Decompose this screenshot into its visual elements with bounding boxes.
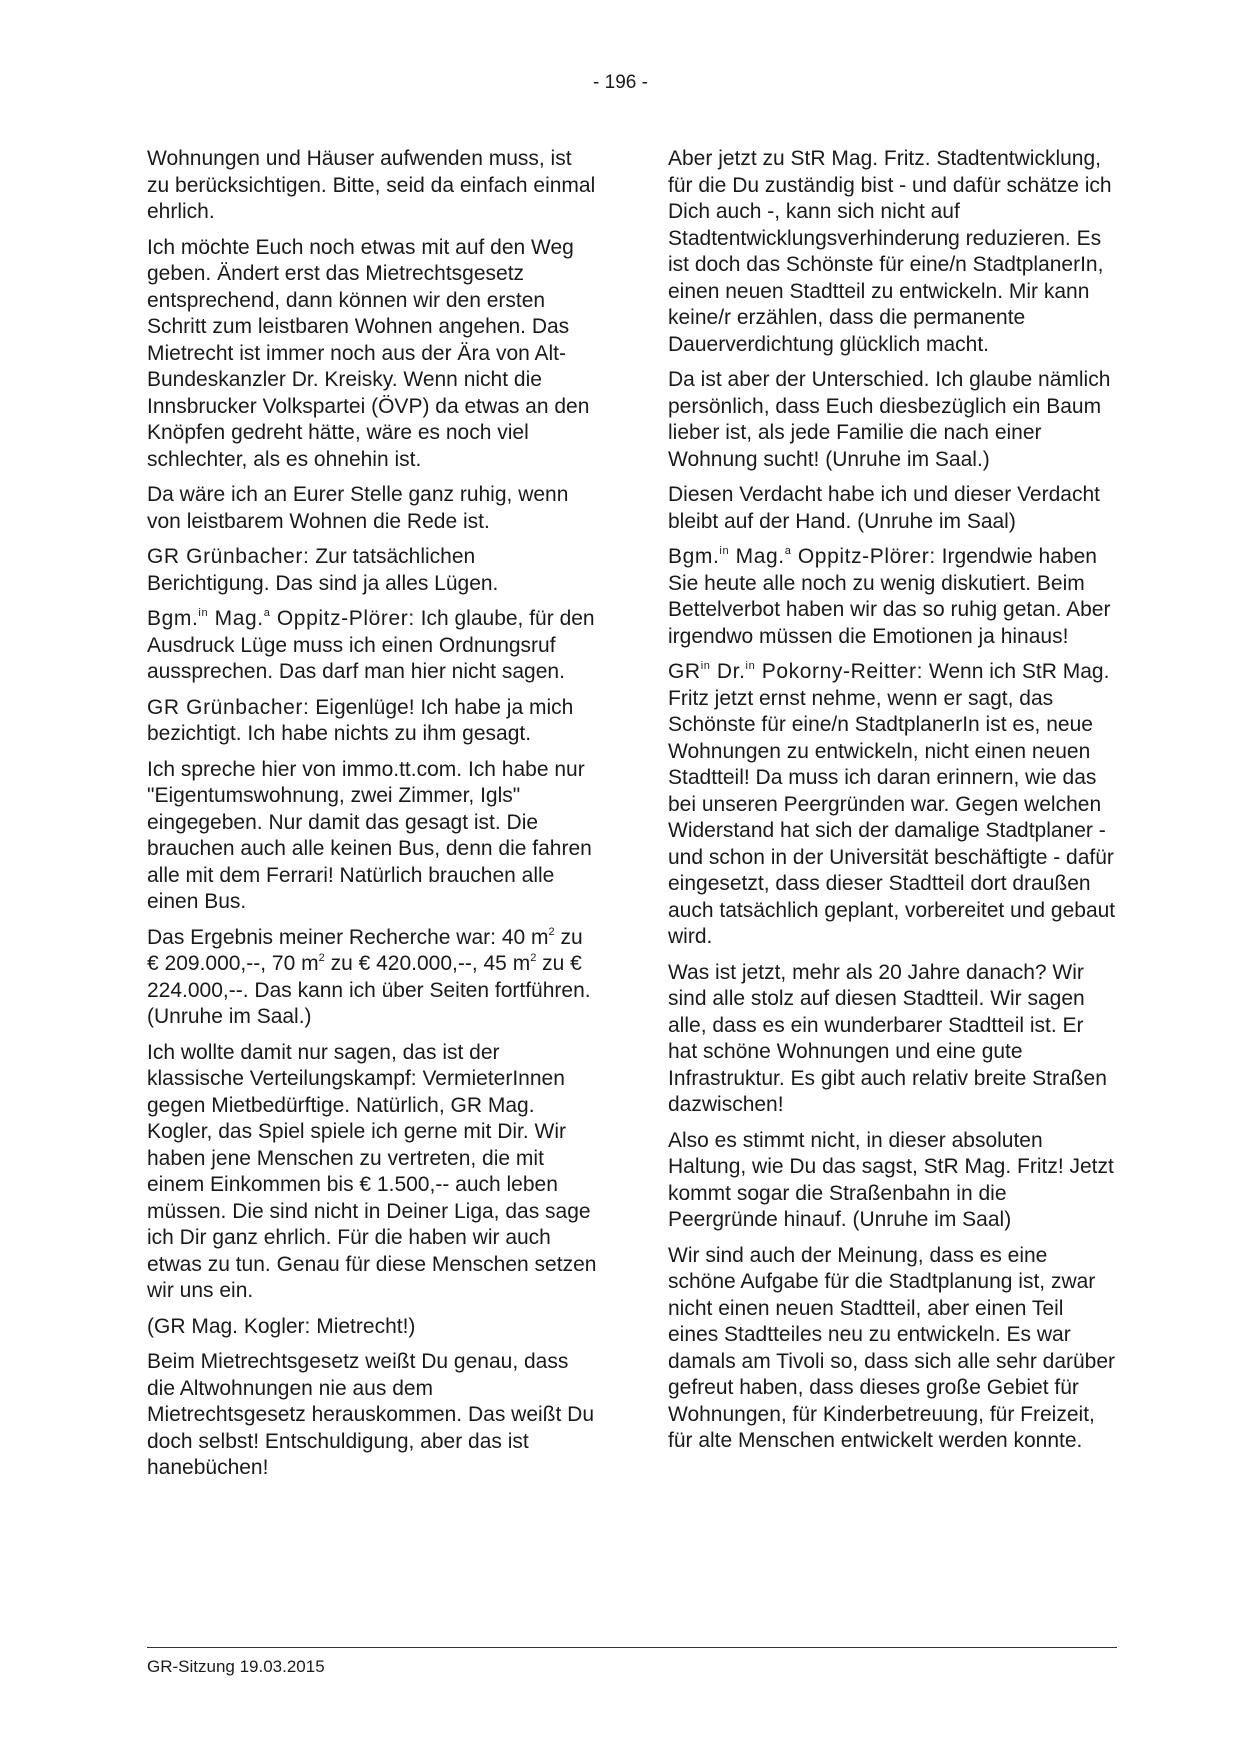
speech-text: Irgendwie haben Sie heute alle noch zu wenig diskutiert. Beim Bettelverbot haben wir das so ruhig getan. Aber irgendwo müssen die Emotionen ja hinaus! [668, 545, 1111, 648]
paragraph: Diesen Verdacht habe ich und dieser Verdacht bleibt auf der Hand. (Unruhe im Saal) [668, 483, 1100, 533]
speech-text: Eigenlüge! Ich habe ja mich bezichtigt. Ich habe nichts zu ihm gesagt. [147, 695, 574, 745]
paragraph: Wohnungen und Häuser aufwenden muss, ist zu berücksichtigen. Bitte, seid da einfach einmal ehrlich. [147, 147, 596, 223]
paragraph: Da wäre ich an Eurer Stelle ganz ruhig, wenn von leistbarem Wohnen die Rede ist. [147, 483, 569, 533]
paragraph: (GR Mag. Kogler: Mietrecht!) [147, 1314, 416, 1338]
speech-text: Ich glaube, für den Ausdruck Lüge muss ich einen Ordnungsruf aussprechen. Das darf man hier nicht sagen. [147, 607, 595, 683]
speech-paragraph [668, 659, 1118, 951]
footer-divider [147, 1647, 1117, 1648]
speech-paragraph [147, 695, 597, 748]
paragraph: Ich wollte damit nur sagen, das ist der klassische Verteilungskampf: VermieterInnen gegen Mietbedürftige. Natürlich, GR Mag. Kogler, das Spiel spiele ich gerne mit Dir. Wir haben jene Menschen zu vertreten, die mit einem Einkommen bis € 1.500,-- auch leben müssen. Die sind nicht in Deiner Liga, das sage ich Dir ganz ehrlich. Für die haben wir auch etwas zu tun. Genau für diese Menschen setzen wir uns ein. [147, 1040, 597, 1302]
speech-text: Wenn ich StR Mag. Fritz jetzt ernst nehme, wenn er sagt, das Schönste für eine/n StadtplanerIn ist es, neue Wohnungen zu entwickeln, nicht einen neuen Stadtteil! Da muss ich daran erinnern, wie das bei unseren Peergründen war. Gegen welchen Widerstand hat sich der damalige Stadtplaner - und schon in der Universität beschäftigte - dafür eingesetzt, dass dieser Stadtteil dort draußen auch tatsächlich geplant, vorbereitet und gebaut wird. [668, 660, 1116, 948]
speech-paragraph [147, 544, 597, 597]
speaker-name: GR Grünbacher: [147, 545, 310, 568]
speech-paragraph [147, 606, 597, 686]
paragraph: Das Ergebnis meiner Recherche war: 40 $m^2$ zu € 209.000,--, 70 $m^2$ zu € 420.000,--, 45 $m^2$ zu € 224.000,--. Das kann ich über Seiten fortführen. (Unruhe im Saal.) [147, 925, 591, 1028]
speech-text: Zur tatsächlichen Berichtigung. Das sind ja alles Lügen. [147, 545, 499, 595]
paragraph: Wir sind auch der Meinung, dass es eine schöne Aufgabe für die Stadtplanung ist, zwar nicht einen neuen Stadtteil, aber einen Teil eines Stadtteiles neu zu entwickeln. Es war damals am Tivoli so, dass sich alle sehr darüber gefreut haben, dass dieses große Gebiet für Wohnungen, für Kinderbetreuung, für Freizeit, für alte Menschen entwickelt werden konnte. [668, 1243, 1116, 1452]
left-column [147, 146, 597, 1491]
speaker-name: $GR^{in}$ Dr.$^{in}$ Pokorny-Reitter: [668, 660, 924, 683]
right-column [668, 146, 1118, 1464]
page-number: - 196 - [593, 72, 648, 93]
paragraph: Ich spreche hier von immo.tt.com. Ich habe nur "Eigentumswohnung, zwei Zimmer, Igls" eingegeben. Nur damit das gesagt ist. Die brauchen auch alle keinen Bus, denn die fahren alle mit dem Ferrari! Natürlich brauchen alle einen Bus. [147, 757, 592, 913]
paragraph: Da ist aber der Unterschied. Ich glaube nämlich persönlich, dass Euch diesbezüglich ein Baum lieber ist, als jede Familie die nach einer Wohnung sucht! (Unruhe im Saal.) [668, 368, 1111, 471]
paragraph: Ich möchte Euch noch etwas mit auf den Weg geben. Ändert erst das Mietrechtsgesetz entsprechend, dann können wir den ersten Schritt zum leistbaren Wohnen angehen. Das Mietrecht ist immer noch aus der Ära von Alt-Bundeskanzler Dr. Kreisky. Wenn nicht die Innsbrucker Volkspartei (ÖVP) da etwas an den Knöpfen gedreht hätte, wäre es noch viel schlechter, als es ohnehin ist. [147, 235, 590, 471]
paragraph: Beim Mietrechtsgesetz weißt Du genau, dass die Altwohnungen nie aus dem Mietrechtsgesetz herauskommen. Das weißt Du doch selbst! Entschuldigung, aber das ist hanebüchen! [147, 1350, 594, 1479]
speaker-name: Bgm.$^{in}$ Mag.$^a$ Oppitz-Plörer: [668, 545, 936, 568]
paragraph: Also es stimmt nicht, in dieser absoluten Haltung, wie Du das sagst, StR Mag. Fritz! Jetzt kommt sogar die Straßenbahn in die Peergründe hinauf. (Unruhe im Saal) [668, 1128, 1114, 1231]
speech-paragraph [668, 544, 1118, 650]
paragraph: Aber jetzt zu StR Mag. Fritz. Stadtentwicklung, für die Du zuständig bist - und dafür schätze ich Dich auch -, kann sich nicht auf Stadtentwicklungsverhinderung reduzieren. Es ist doch das Schönste für eine/n StadtplanerIn, einen neuen Stadtteil zu entwickeln. Mir kann keine/r erzählen, dass die permanente Dauerverdichtung glücklich macht. [668, 147, 1112, 356]
speaker-name: GR Grünbacher: [147, 695, 310, 719]
paragraph: Was ist jetzt, mehr als 20 Jahre danach? Wir sind alle stolz auf diesen Stadtteil. Wir sagen alle, dass es ein wunderbarer Stadtteil ist. Er hat schöne Wohnungen und eine gute Infrastruktur. Es gibt auch relativ breite Straßen dazwischen! [668, 960, 1107, 1116]
footer-text: GR-Sitzung 19.03.2015 [147, 1657, 325, 1676]
speaker-name: Bgm.$^{in}$ Mag.$^a$ Oppitz-Plörer: [147, 607, 415, 630]
